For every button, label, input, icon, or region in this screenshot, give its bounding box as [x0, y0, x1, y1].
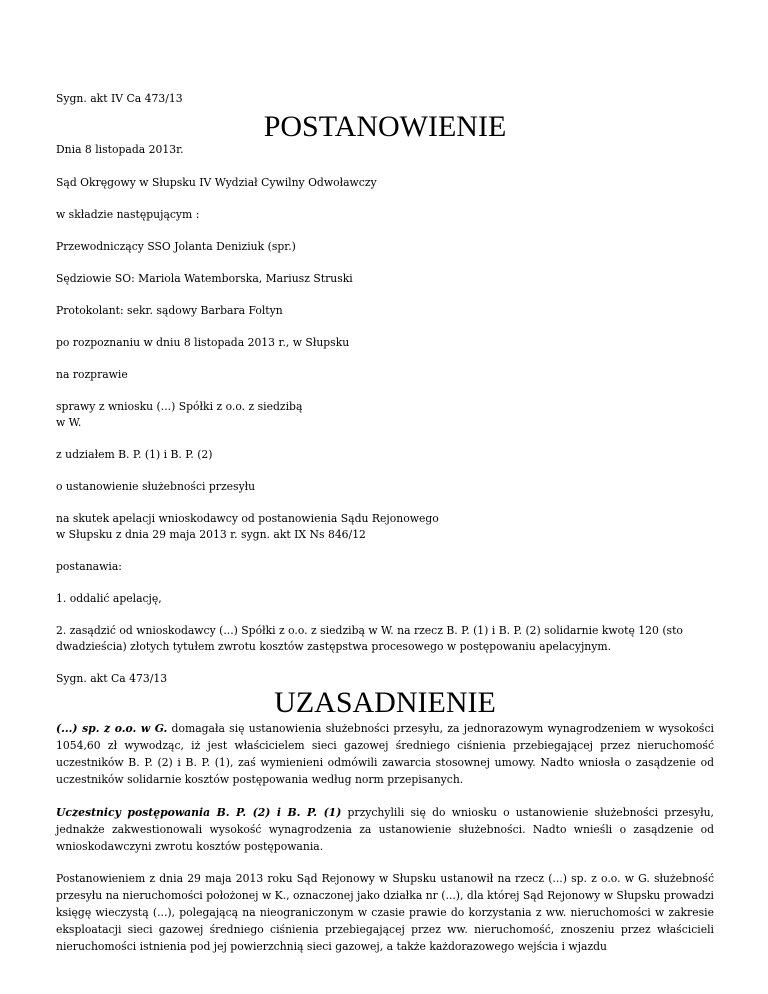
participants: z udziałem B. P. (1) i B. P. (2): [56, 448, 213, 461]
hearing-info: po rozpoznaniu w dniu 8 listopada 2013 r., w Słupsku: [56, 336, 350, 349]
paragraph-2-text: przychylili się do wniosku o ustanowienie służebności przesyłu, jednakże zakwestionowali wysokość wynagrodzenia za ustanowienie służebności. Nadto wnieśli o zasądzenie od wnioskodawczyni zwrotu kosztów postępowania.: [56, 806, 714, 853]
decides-label: postanawia:: [56, 560, 122, 573]
appeal-line-1: na skutek apelacji wnioskodawcy od postanowienia Sądu Rejonowego: [56, 512, 439, 525]
participants-name: Uczestnicy postępowania B. P. (2) i B. P. (1): [56, 806, 342, 819]
court-name: Sąd Okręgowy w Słupsku IV Wydział Cywilny Odwoławczy: [56, 176, 377, 189]
presiding-judge: Przewodniczący SSO Jolanta Deniziuk (spr.): [56, 240, 296, 253]
ruling-item-2-line-1: 2. zasądzić od wnioskodawcy (...) Spółki z o.o. z siedzibą w W. na rzecz B. P. (1) i B. P. (2) solidarnie kwotę 120 (sto: [56, 624, 683, 637]
ruling-item-1: 1. oddalić apelację,: [56, 592, 162, 605]
applicant-name: (...) sp. z o.o. w G.: [56, 722, 168, 735]
case-subject: o ustanowienie służebności przesyłu: [56, 480, 256, 493]
composition-intro: w składzie następującym :: [56, 208, 200, 221]
justification-signature: Sygn. akt Ca 473/13: [56, 672, 168, 685]
case-signature: Sygn. akt IV Ca 473/13: [56, 92, 183, 105]
judges: Sędziowie SO: Mariola Watemborska, Mariusz Struski: [56, 272, 353, 285]
justification-paragraph-1: [56, 720, 714, 788]
appeal-line-2: w Słupsku z dnia 29 maja 2013 r. sygn. akt IX Ns 846/12: [56, 528, 366, 541]
document-title: POSTANOWIENIE: [263, 110, 507, 143]
ruling-date: Dnia 8 listopada 2013r.: [56, 143, 184, 156]
session-type: na rozprawie: [56, 368, 128, 381]
justification-paragraph-2: [56, 804, 714, 855]
case-line-2: w W.: [56, 416, 82, 429]
ruling-item-2-line-2: dwadzieścia) złotych tytułem zwrotu kosztów zastępstwa procesowego w postępowaniu apelacyjnym.: [56, 640, 612, 653]
paragraph-1-text: domagała się ustanowienia służebności przesyłu, za jednorazowym wynagrodzeniem w wysokości 1054,60 zł wywodząc, iż jest właścicielem sieci gazowej średniego ciśnienia przebiegającej przez nieruchomość uczestników B. P. (2) i B. P. (1), zaś wymienieni odmówili zawarcia stosownej umowy. Nadto wniosła o zasądzenie od uczestników solidarnie kosztów postępowania według norm przepisanych.: [56, 722, 714, 786]
justification-paragraph-3: Postanowieniem z dnia 29 maja 2013 roku Sąd Rejonowy w Słupsku ustanowił na rzecz (...) sp. z o.o. w G. służebność przesyłu na nieruchomości położonej w K., oznaczonej jako działka nr (...), dla której Sąd Rejonowy w Słupsku prowadzi księgę wieczystą (...), polegającą na nieograniczonym w czasie prawie do korzystania z ww. nieruchomości w zakresie eksploatacji sieci gazowej średniego ciśnienia przebiegającej przez ww. nieruchomość, znoszeniu przez właścicieli nieruchomości istnienia pod jej powierzchnią sieci gazowej, a także każdorazowego wejścia i wjazdu: [56, 872, 714, 953]
court-clerk: Protokolant: sekr. sądowy Barbara Foltyn: [56, 304, 283, 317]
justification-title: UZASADNIENIE: [274, 686, 496, 719]
case-line-1: sprawy z wniosku (...) Spółki z o.o. z siedzibą: [56, 400, 303, 413]
